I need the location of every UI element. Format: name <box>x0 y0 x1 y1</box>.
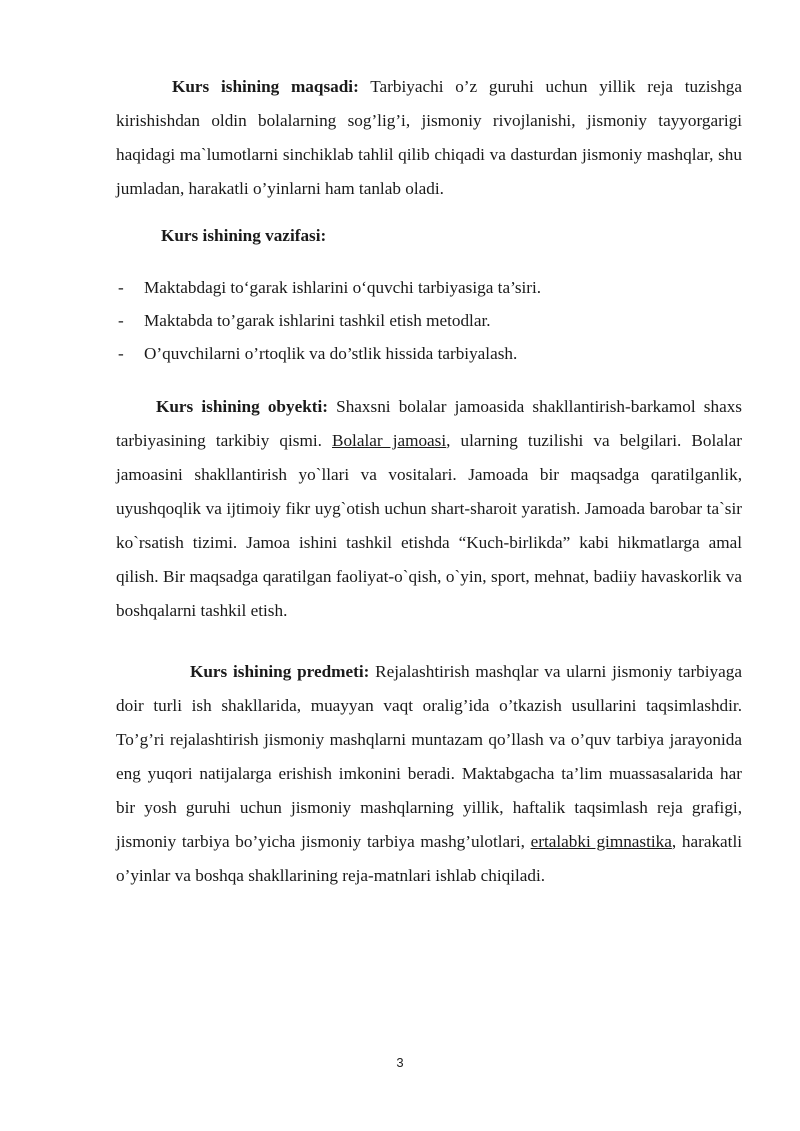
vazifasi-heading-text: Kurs ishining vazifasi: <box>161 226 327 245</box>
obyekti-heading: Kurs ishining obyekti: <box>156 397 328 416</box>
bolalar-jamoasi-link[interactable]: Bolalar jamoasi <box>332 431 447 450</box>
list-item-text: Maktabdagi to‘garak ishlarini o‘quvchi tarbiyasiga ta’siri. <box>144 278 542 297</box>
maqsadi-text: Tarbiyachi o’z guruhi uchun yillik reja tuzishga kirishishdan oldin bolalarning sog’lig’i, jismoniy rivojlanishi, jismoniy tayyorgarigi haqidagi ma`lumotlarni sinchiklab tahlil qilib chiqadi va dasturdan jismoniy mashqlar, shu jumladan, harakatli o’yinlarni ham tanlab oladi. <box>116 77 743 198</box>
obyekti-paragraph <box>116 390 742 628</box>
predmeti-paragraph <box>116 655 742 893</box>
vazifasi-list <box>116 271 742 370</box>
list-item <box>116 271 742 304</box>
maqsadi-paragraph <box>116 70 742 206</box>
list-item <box>116 337 742 370</box>
list-bullet: - <box>118 311 124 330</box>
page-number: 3 <box>396 1055 404 1070</box>
ertalabki-gimnastika-link[interactable]: ertalabki gimnastika <box>530 832 672 851</box>
predmeti-text-continued: , harakatli o’yinlar va boshqa shakllarining reja-matnlari ishlab chiqiladi. <box>116 832 743 885</box>
predmeti-heading: Kurs ishining predmeti: <box>190 662 370 681</box>
list-bullet: - <box>118 278 124 297</box>
list-item-text: Maktabda to’garak ishlarini tashkil etish metodlar. <box>144 311 491 330</box>
list-bullet: - <box>118 344 124 363</box>
obyekti-text: Shaxsni bolalar jamoasida shakllantirish-barkamol shaxs tarbiyasining tarkibiy qismi. <box>116 397 742 450</box>
list-item-text: O’quvchilarni o’rtoqlik va do’stlik hissida tarbiyalash. <box>144 344 518 363</box>
maqsadi-heading: Kurs ishining maqsadi: <box>172 77 359 96</box>
vazifasi-heading <box>116 219 742 253</box>
list-item <box>116 304 742 337</box>
obyekti-text-continued: , ularning tuzilishi va belgilari. Bolalar jamoasini shakllantirish yo`llari va vositalari. Jamoada bir maqsadga qaratilganlik, uyushqoqlik va ijtimoiy fikr uyg`otish uchun shart-sharoit yaratish. Jamoada barobar ta`sir ko`rsatish tizimi. Jamoa ishini tashkil etishda “Kuch-birlikda” kabi hikmatlarga amal qilish. Bir maqsadga qaratilgan faoliyat-o`qish, o`yin, sport, mehnat, badiiy havaskorlik va boshqalarni tashkil etish. <box>116 431 742 620</box>
predmeti-text: Rejalashtirish mashqlar va ularni jismoniy tarbiyaga doir turli ish shakllarida, muayyan vaqt oralig’ida o’tkazish usullarini taqsimlashdir. To’g’ri rejalashtirish jismoniy mashqlarni muntazam qo’llash va o’quv tarbiya jarayonida eng yuqori natijalarga erishish imkonini beradi. Maktabgacha ta’lim muassasalarida har bir yosh guruhi uchun jismoniy mashqlarning yillik, haftalik taqsimlash reja grafigi, jismoniy tarbiya bo’yicha jismoniy tarbiya mashg’ulotlari, <box>116 662 743 851</box>
